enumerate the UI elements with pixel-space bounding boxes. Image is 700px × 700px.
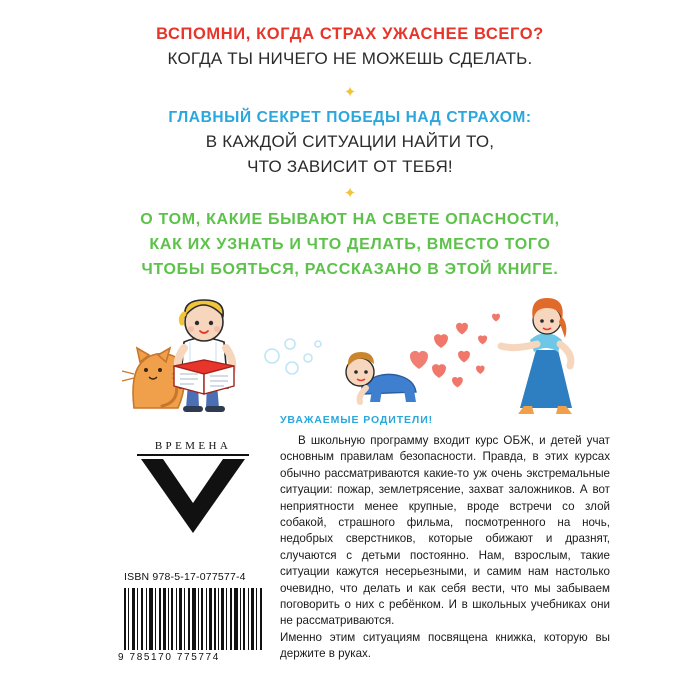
barcode-digits: 9 785170 775774	[118, 652, 220, 663]
barcode-icon	[124, 588, 264, 650]
headline-line-dark-3: ЧТО ЗАВИСИТ ОТ ТЕБЯ!	[247, 157, 453, 176]
parents-paragraph-1: В школьную программу входит курс ОБЖ, и детей учат основным правилам безопасности. Правда, в этих курсах обычно рассматриваются какие-то уж очень экстремальные ситуации: пожар, землетрясение, захват заложников. А вот неприятности менее крупные, вроде встречи со злой собакой, страшного фильма, посмотренного на ночь, недобрых сверстников, которые обижают и дразнят, случаются с детьми постоянно. Нам, взрослым, такие ситуации кажутся несерьезными, и самим нам настолько очевидно, что делать и как себя вести, что мы забываем поговорить о них с ребёнком. И в школьных учебниках они не рассматриваются.	[280, 434, 610, 628]
floating-hearts-icon	[410, 314, 500, 388]
star-separator-2	[0, 186, 700, 202]
headline-line-red: ВСПОМНИ, КОГДА СТРАХ УЖАСНЕЕ ВСЕГО?	[156, 25, 544, 43]
headline-line-dark-2: В КАЖДОЙ СИТУАЦИИ НАЙТИ ТО,	[205, 132, 495, 151]
headline-group-3	[0, 207, 700, 282]
headline-line-green-3: ЧТОБЫ БОЯТЬСЯ, РАССКАЗАНО В ЭТОЙ КНИГЕ.	[141, 261, 559, 278]
crawling-baby-icon	[346, 352, 416, 402]
headline-line-blue: ГЛАВНЫЙ СЕКРЕТ ПОБЕДЫ НАД СТРАХОМ:	[168, 109, 532, 126]
publisher-logo	[128, 440, 258, 533]
headline-group-2	[0, 106, 700, 179]
publisher-name: ВРЕМЕНА	[154, 440, 232, 452]
headline-group-1	[0, 22, 700, 71]
isbn-label: ISBN 978-5-17-077577-4	[124, 571, 246, 583]
parents-section-title: УВАЖАЕМЫЕ РОДИТЕЛИ!	[280, 414, 434, 426]
headline-line-dark: КОГДА ТЫ НИЧЕГО НЕ МОЖЕШЬ СДЕЛАТЬ.	[167, 49, 533, 68]
woman-in-blue-dress-icon	[501, 298, 572, 414]
parents-paragraph-2: Именно этим ситуациям посвящена книжка, которую вы держите в руках.	[280, 630, 610, 661]
illustration	[0, 282, 700, 422]
publisher-mark-icon	[141, 459, 245, 533]
star-separator-1	[0, 85, 700, 101]
headline-block	[0, 22, 700, 282]
soap-bubbles-icon	[265, 339, 321, 374]
star-icon: ✦	[343, 84, 357, 101]
star-icon-2: ✦	[343, 185, 357, 202]
parents-section-body	[280, 433, 610, 663]
logo-divider	[137, 454, 249, 456]
illustration-svg	[0, 282, 700, 422]
parents-section	[280, 414, 610, 663]
headline-line-green-1: О ТОМ, КАКИЕ БЫВАЮТ НА СВЕТЕ ОПАСНОСТИ,	[140, 211, 560, 228]
headline-line-green-2: КАК ИХ УЗНАТЬ И ЧТО ДЕЛАТЬ, ВМЕСТО ТОГО	[149, 236, 551, 253]
